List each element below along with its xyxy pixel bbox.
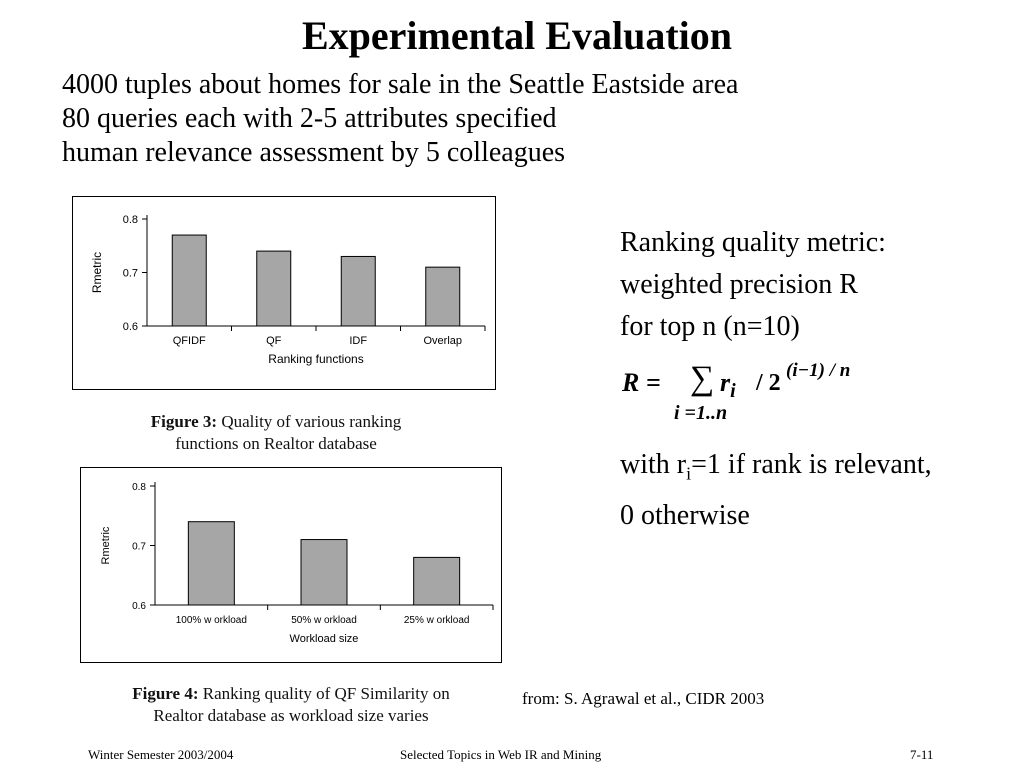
bullet-item: human relevance assessment by 5 colleagues bbox=[62, 137, 566, 168]
weighted-precision-formula bbox=[620, 358, 880, 428]
figure-3-caption-text: Quality of various ranking bbox=[221, 412, 402, 431]
formula-lhs: R = bbox=[622, 368, 661, 397]
bar bbox=[426, 267, 460, 326]
y-axis-label: Rmetric bbox=[90, 251, 104, 294]
bullet-list bbox=[62, 68, 738, 170]
ranking-functions-chart bbox=[73, 197, 495, 389]
y-tick-label: 0.8 bbox=[132, 482, 146, 493]
figure-4-label: Figure 4: bbox=[132, 684, 199, 703]
formula-exponent: (i−1) / n bbox=[786, 360, 851, 381]
y-tick-label: 0.8 bbox=[122, 214, 138, 226]
metric-line: weighted precision R bbox=[620, 269, 858, 300]
figure-4-caption-text: Ranking quality of QF Similarity on bbox=[202, 684, 450, 703]
slide-title: Experimental Evaluation bbox=[301, 13, 733, 58]
metric-line: for top n (n=10) bbox=[620, 311, 800, 342]
x-tick-label: IDF bbox=[349, 335, 368, 347]
x-tick-label: 25% w orkload bbox=[403, 615, 470, 626]
source-citation: from: S. Agrawal et al., CIDR 2003 bbox=[522, 689, 765, 708]
figure-3-chart bbox=[72, 196, 496, 390]
x-tick-label: 50% w orkload bbox=[291, 615, 357, 626]
formula-sum-range: i =1..n bbox=[674, 402, 728, 424]
footer-right: 7-11 bbox=[910, 747, 934, 762]
y-tick-label: 0.7 bbox=[132, 541, 146, 553]
bullet-item: 80 queries each with 2-5 attributes specified bbox=[62, 103, 557, 134]
figure-3-caption bbox=[96, 411, 456, 455]
figure-4-caption-line2: Realtor database as workload size varies bbox=[153, 706, 429, 725]
y-tick-label: 0.6 bbox=[122, 321, 138, 333]
bullet-item: 4000 tuples about homes for sale in the Seattle Eastside area bbox=[62, 69, 739, 100]
figure-4-chart bbox=[80, 467, 502, 663]
footer-left: Winter Semester 2003/2004 bbox=[88, 747, 234, 762]
x-axis-label: Ranking functions bbox=[268, 352, 364, 366]
figure-3-label: Figure 3: bbox=[150, 412, 218, 431]
footer-center: Selected Topics in Web IR and Mining bbox=[400, 747, 602, 762]
formula-term: $r_i$ bbox=[720, 368, 736, 403]
metric-description bbox=[620, 222, 886, 348]
bar bbox=[172, 235, 206, 326]
y-tick-label: 0.6 bbox=[132, 601, 146, 612]
metric-line: Ranking quality metric: bbox=[620, 227, 886, 258]
bar bbox=[341, 256, 375, 326]
relevance-definition: with $r_i=1$ if rank is relevant, 0 otherwise bbox=[620, 449, 932, 531]
x-tick-label: QF bbox=[266, 335, 282, 347]
y-axis-label: Rmetric bbox=[100, 526, 112, 565]
x-tick-label: QFIDF bbox=[172, 335, 206, 347]
workload-size-chart bbox=[81, 468, 501, 662]
formula-sum-symbol: ∑ bbox=[690, 360, 715, 397]
bar bbox=[414, 557, 460, 605]
formula-divisor: / 2 bbox=[756, 370, 781, 396]
bar bbox=[188, 522, 234, 605]
y-tick-label: 0.7 bbox=[122, 267, 138, 280]
bar bbox=[301, 540, 347, 605]
figure-3-caption-line2: functions on Realtor database bbox=[175, 434, 377, 453]
x-tick-label: 100% w orkload bbox=[175, 615, 247, 626]
figure-4-caption bbox=[96, 683, 486, 727]
bar bbox=[257, 251, 291, 326]
x-tick-label: Overlap bbox=[423, 335, 463, 347]
x-axis-label: Workload size bbox=[289, 633, 359, 645]
